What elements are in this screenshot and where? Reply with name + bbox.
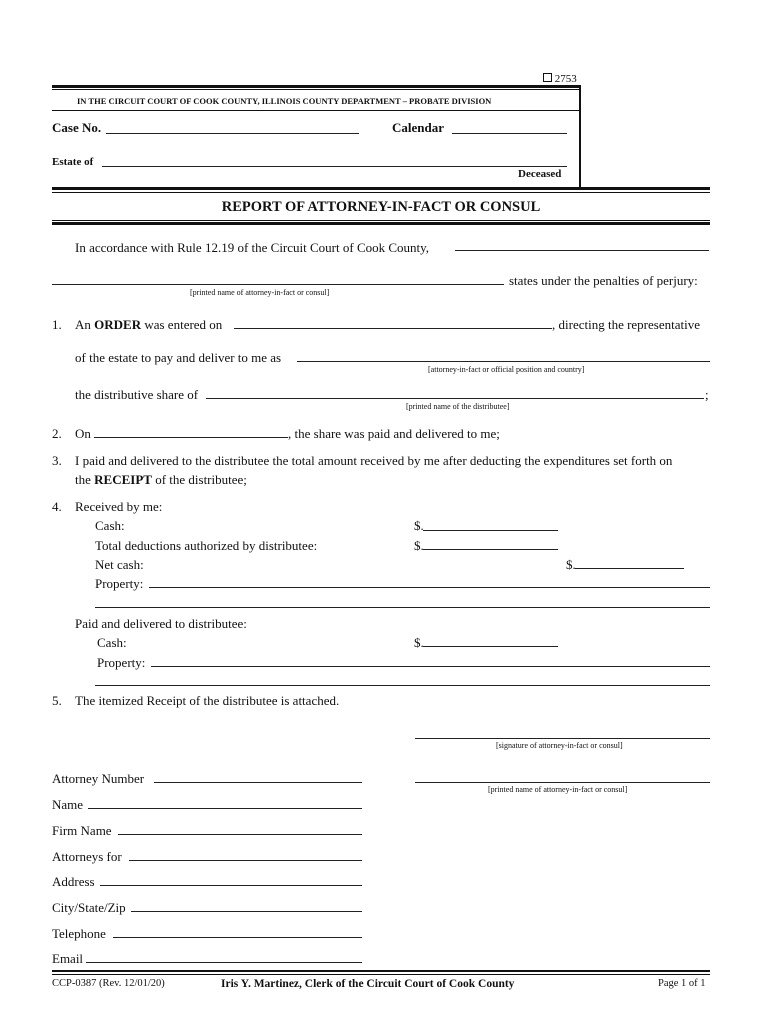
page-title: REPORT OF ATTORNEY-IN-FACT OR CONSUL [221,199,541,215]
item1-directing: , directing the representative [552,317,700,332]
address-field[interactable] [100,885,362,886]
signature-caption: [signature of attorney-in-fact or consul] [496,741,623,750]
property2-field-a[interactable] [151,666,710,667]
name-field[interactable] [88,808,362,809]
property2-field-b[interactable] [95,685,710,686]
checkbox-icon[interactable] [543,73,552,82]
net-cash-label: Net cash: [95,557,144,572]
calendar-field[interactable] [452,133,567,134]
email-field[interactable] [86,962,362,963]
cash-field[interactable] [423,530,558,531]
property-label: Property: [95,576,144,591]
cash-dollar: $. [414,518,424,533]
calendar-label: Calendar [392,120,444,135]
firm-name-label: Firm Name [52,823,112,838]
header-rule-top-thin [52,89,581,90]
item3-line1: I paid and delivered to the distributee the total amount received by me after deducting the expenditures set forth on [75,453,673,468]
item1-caption3: [printed name of the distributee] [406,402,510,411]
name-label: Name [52,797,84,812]
address-label: Address [52,874,95,889]
deductions-dollar: $. [414,538,424,553]
firm-name-field[interactable] [118,834,362,835]
court-heading: IN THE CIRCUIT COURT OF COOK COUNTY, ILLINOIS COUNTY DEPARTMENT – PROBATE DIVISION [77,96,492,106]
estate-of-field[interactable] [102,166,567,167]
cash2-label: Cash: [97,635,127,650]
paid-date-field[interactable] [94,437,288,438]
email-label: Email [52,951,84,966]
printed-name-caption: [printed name of attorney-in-fact or consul] [488,785,628,794]
item3-num: 3. [52,453,62,468]
item5-text: The itemized Receipt of the distributee is attached. [75,693,340,708]
intro-line1: In accordance with Rule 12.19 of the Circuit Court of Cook County, [75,240,430,255]
distributee-field[interactable] [206,398,704,399]
footer-page: Page 1 of 1 [658,978,706,989]
title-rule-top [52,187,710,190]
header-rule-mid [52,110,581,111]
total-deductions-label: Total deductions authorized by distributee: [95,538,318,553]
title-rule-top-thin [52,192,710,193]
item1-line3: the distributive share of [75,387,199,402]
attorneys-for-field[interactable] [129,860,362,861]
net-cash-dollar: $. [566,557,576,572]
item5-num: 5. [52,693,62,708]
position-field[interactable] [297,361,710,362]
deceased-label: Deceased [518,168,562,180]
net-cash-field[interactable] [575,568,684,569]
item2-on: On [75,426,91,441]
printed-name-field[interactable] [415,782,710,783]
telephone-field[interactable] [113,937,362,938]
item1-line2: of the estate to pay and deliver to me as [75,350,282,365]
cash-label: Cash: [95,518,125,533]
deductions-field[interactable] [423,549,558,550]
telephone-label: Telephone [52,926,106,941]
item1-num: 1. [52,317,62,332]
intro-line2-end: states under the penalties of perjury: [509,273,698,288]
item3-line2: the RECEIPT of the distributee; [75,472,247,487]
case-no-label: Case No. [52,120,102,135]
title-rule-bottom-thin [52,220,710,221]
signature-field[interactable] [415,738,710,739]
order-date-field[interactable] [234,328,552,329]
intro-name-field-b[interactable] [52,284,504,285]
paid-delivered-label: Paid and delivered to distributee: [75,616,247,631]
title-rule-bottom [52,222,710,225]
footer-clerk: Iris Y. Martinez, Clerk of the Circuit Court of Cook County [221,978,515,990]
city-state-zip-label: City/State/Zip [52,900,126,915]
header-rule-right [579,85,581,188]
header-rule-top [52,85,581,88]
footer-form-id: CCP-0387 (Rev. 12/01/20) [52,978,165,989]
form-number-top: 2753 [543,73,577,85]
item2-rest: , the share was paid and delivered to me; [288,426,500,441]
estate-of-label: Estate of [52,156,94,168]
cash2-field[interactable] [423,646,558,647]
property-field-b[interactable] [95,607,710,608]
item4-received: Received by me: [75,499,163,514]
attorney-number-field[interactable] [154,782,362,783]
footer-rule-thin [52,974,710,975]
item2-num: 2. [52,426,62,441]
intro-caption: [printed name of attorney-in-fact or consul] [190,288,330,297]
cash2-dollar: $. [414,635,424,650]
attorneys-for-label: Attorneys for [52,849,122,864]
intro-name-field-a[interactable] [455,250,709,251]
property2-label: Property: [97,655,146,670]
item1-caption2: [attorney-in-fact or official position and country] [428,365,585,374]
item1-semicolon: ; [705,387,709,402]
case-no-field[interactable] [106,133,359,134]
attorney-number-label: Attorney Number [52,771,145,786]
property-field-a[interactable] [149,587,710,588]
item4-num: 4. [52,499,62,514]
city-state-zip-field[interactable] [131,911,362,912]
footer-rule [52,970,710,972]
item1-text: An ORDER was entered on [75,317,223,332]
